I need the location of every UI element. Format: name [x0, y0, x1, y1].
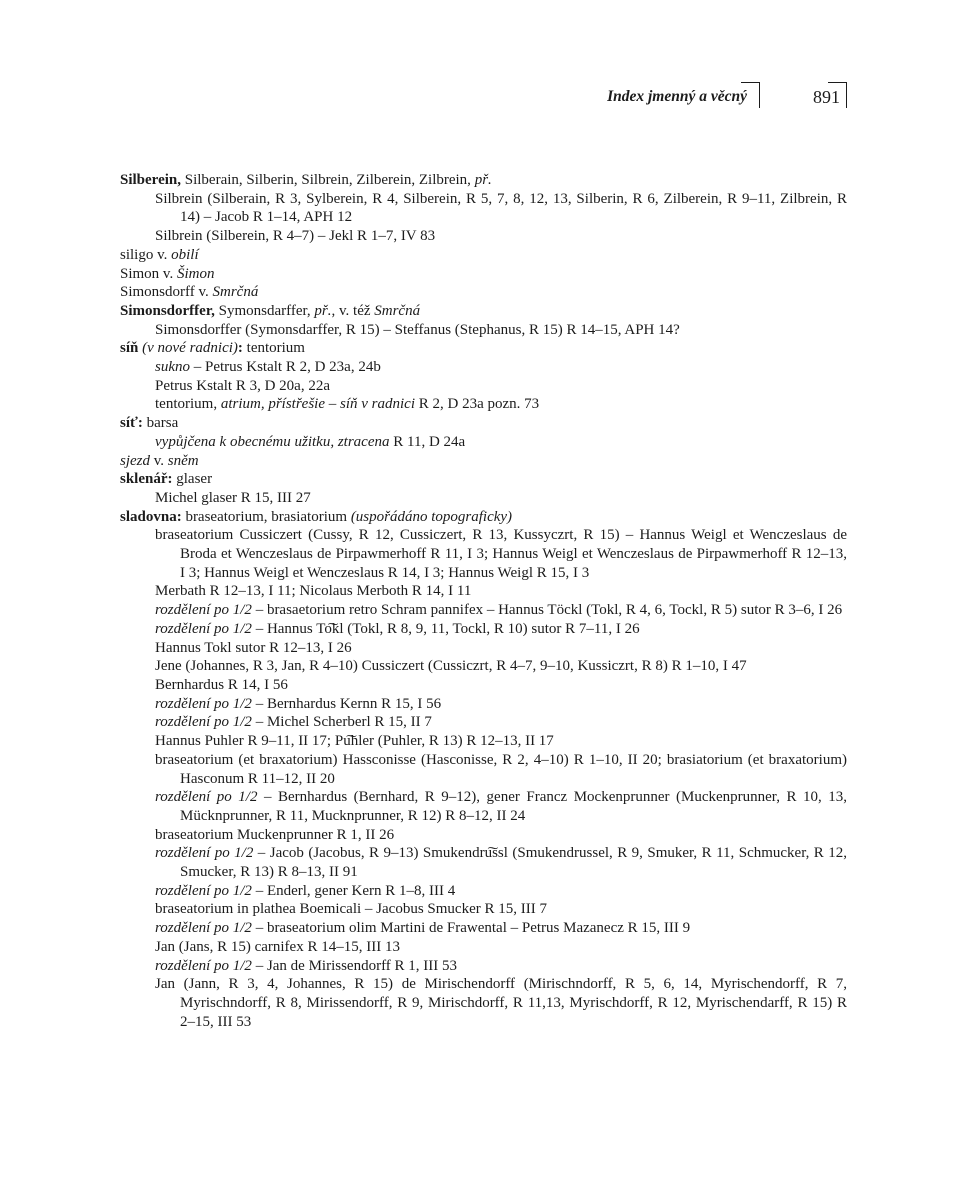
entry-text: Michel glaser R 15, III 27	[155, 489, 311, 506]
entry-text: R 2, D 23a pozn. 73	[415, 396, 540, 413]
entry-text: glaser	[172, 471, 213, 488]
headword: síť:	[120, 415, 143, 432]
italic-text: vypůjčena k obecnému užitku, ztracena	[155, 433, 390, 450]
entry-text: – Bernhardus Kernn R 15, I 56	[251, 695, 442, 712]
entry-text: Petrus Kstalt R 3, D 20a, 22a	[155, 377, 330, 394]
italic-text: Smrčná	[212, 284, 259, 301]
italic-text: př.	[474, 172, 492, 188]
italic-text: obilí	[171, 246, 199, 263]
entry-text: – Enderl, gener Kern R 1–8, III 4	[251, 882, 456, 899]
index-subentry	[120, 919, 847, 938]
index-subentry	[120, 900, 847, 919]
entry-text: Simonsdorffer (Symonsdarffer, R 15) – Steffanus (Stephanus, R 15) R 14–15, APH 14?	[155, 321, 680, 338]
entry-text: Bernhardus R 14, I 56	[155, 676, 288, 693]
entry-text: siligo v.	[120, 246, 172, 263]
italic-text: atrium, přístřešie – síň v radnici	[220, 396, 415, 413]
headword: sladovna:	[120, 508, 182, 525]
index-subentry	[120, 695, 847, 714]
index-subentry	[120, 526, 847, 582]
index-headword-entry	[120, 452, 847, 471]
headword: :	[237, 340, 243, 357]
italic-text: rozdělení po 1/2	[155, 789, 258, 806]
entry-text: Hannus Tokl sutor R 12–13, I 26	[155, 639, 352, 656]
index-headword-entry	[120, 508, 847, 527]
headword: Simonsdorffer,	[120, 302, 215, 319]
entry-text: R 11, D 24a	[389, 433, 466, 450]
entry-text: braseatorium Cussiczert (Cussy, R 12, Cussiczert, R 13, Kussyczrt, R 15) – Hannus Weigl et Wenczeslaus de Broda et Wenczeslaus de Pirpawmerhoff R 11, I 3; Hannus Weigl et Wenczeslaus de Pirpawmerhoff R 12–13, I 3; Hannus Weigl et Wenczeslaus R 14, I 3; Hannus Weigl R 15, I 3	[155, 527, 847, 581]
entry-text: tentorium	[242, 340, 305, 357]
index-subentry	[120, 975, 847, 1031]
entry-text: Jan (Jans, R 15) carnifex R 14–15, III 13	[155, 938, 400, 955]
index-subentry	[120, 882, 847, 901]
index-headword-entry	[120, 171, 847, 190]
header-corner-rule	[741, 82, 760, 108]
index-headword-entry	[120, 339, 847, 358]
index-subentry	[120, 639, 847, 658]
entry-text: braseatorium Muckenprunner R 1, II 26	[155, 826, 395, 843]
italic-text: př.	[314, 302, 332, 319]
italic-text: rozdělení po 1/2	[155, 882, 252, 899]
index-subentry	[120, 190, 847, 227]
index-headword-entry	[120, 414, 847, 433]
italic-text: rozdělení po 1/2	[155, 620, 252, 637]
index-subentry	[120, 788, 847, 825]
italic-text: sjezd	[120, 452, 150, 469]
entry-text: braseatorium (et braxatorium) Hassconisse (Hasconisse, R 2, 4–10) R 1–10, II 20; brasiatorium (et braxatorium) Hasconum R 11–12, II 20	[155, 751, 847, 787]
entry-text: Silbrein (Silberein, R 4–7) – Jekl R 1–7, IV 83	[155, 228, 436, 245]
italic-text: (v nové radnici)	[142, 340, 238, 357]
italic-text: Šimon	[176, 265, 215, 282]
index-subentry	[120, 620, 847, 639]
entry-text: – braseatorium olim Martini de Frawental – Petrus Mazanecz R 15, III 9	[251, 920, 691, 937]
entry-text: – Jan de Mirissendorff R 1, III 53	[251, 957, 458, 974]
index-subentry	[120, 657, 847, 676]
italic-text: rozdělení po 1/2	[155, 957, 252, 974]
index-subentry	[120, 395, 847, 414]
entry-text: Jene (Johannes, R 3, Jan, R 4–10) Cussiczert (Cussiczrt, R 4–7, 9–10, Kussiczrt, R 8) R 1–10, I 47	[155, 658, 747, 675]
italic-text: (uspořádáno topograficky)	[350, 508, 513, 525]
index-subentry	[120, 582, 847, 601]
page-number-corner-rule	[828, 82, 847, 108]
index-headword-entry	[120, 246, 847, 265]
italic-text: sněm	[167, 452, 199, 469]
index-subentry	[120, 601, 847, 620]
entry-text: – brasaetorium retro Schram pannifex – Hannus Töckl (Tokl, R 4, 6, Tockl, R 5) sutor R 3–6, I 26	[251, 602, 843, 619]
entry-text: Simon v.	[120, 265, 177, 282]
entry-text: Hannus Puhler R 9–11, II 17; Pu͠hler (Puhler, R 13) R 12–13, II 17	[155, 733, 554, 750]
index-subentry	[120, 433, 847, 452]
headword: síň	[120, 340, 139, 357]
index-subentry	[120, 227, 847, 246]
index-subentry	[120, 732, 847, 751]
index-subentry	[120, 957, 847, 976]
headword: Silberein,	[120, 172, 181, 188]
index-headword-entry	[120, 265, 847, 284]
entry-text: barsa	[142, 415, 179, 432]
index-subentry	[120, 751, 847, 788]
entry-text: Silberain, Silberin, Silbrein, Zilberein, Zilbrein,	[180, 172, 475, 188]
index-subentry	[120, 826, 847, 845]
italic-text: rozdělení po 1/2	[155, 602, 252, 619]
entry-text: Jan (Jann, R 3, 4, Johannes, R 15) de Mirischendorff (Mirischndorff, R 5, 6, 14, Myrischendorff, R 7, Myrischndorff, R 8, Mirissendorff, R 9, Mirischdorff, R 11,13, Myrischdorff, R 12, Myrischendarff, R 15) R 2–15, III 53	[155, 976, 847, 1030]
entry-text: braseatorium in plathea Boemicali – Jacobus Smucker R 15, III 7	[155, 901, 547, 918]
index-subentry	[120, 321, 847, 340]
italic-text: rozdělení po 1/2	[155, 920, 252, 937]
running-title: Index jmenný a věcný	[607, 88, 747, 105]
index-subentry	[120, 377, 847, 396]
entry-text: braseatorium, brasiatorium	[181, 508, 351, 525]
entry-text: – Petrus Kstalt R 2, D 23a, 24b	[190, 359, 381, 376]
entry-text: Symonsdarffer,	[214, 302, 315, 319]
index-subentry	[120, 489, 847, 508]
entry-text: v.	[150, 452, 168, 469]
entry-text: – Jacob (Jacobus, R 9–13) Smukendru͠ssl (Smukendrussel, R 9, Smuker, R 11, Schmucker, R 12, Smucker, R 13) R 8–13, II 91	[180, 845, 848, 881]
italic-text: rozdělení po 1/2	[155, 845, 254, 862]
entry-text: – Bernhardus (Bernhard, R 9–12), gener Francz Mockenprunner (Muckenprunner, R 10, 13, Mücknprunner, R 11, Mucknprunner, R 12) R 8–12, II 24	[180, 789, 848, 824]
entry-text: Silbrein (Silberain, R 3, Sylberein, R 4, Silberein, R 5, 7, 8, 12, 13, Silberin, R 6, Zilberein, R 9–11, Zilbrein, R 14) – Jacob R 1–14, APH 12	[155, 190, 847, 226]
entry-text: Simonsdorff v.	[120, 284, 213, 301]
page-number: 891	[813, 87, 840, 107]
index-headword-entry	[120, 302, 847, 321]
italic-text: sukno	[155, 359, 190, 376]
index-headword-entry	[120, 470, 847, 489]
index-subentry	[120, 713, 847, 732]
italic-text: Smrčná	[374, 302, 421, 319]
running-header	[0, 80, 960, 120]
index-entries	[120, 171, 847, 1031]
entry-text: , v. též	[331, 302, 375, 319]
index-headword-entry	[120, 283, 847, 302]
index-subentry	[120, 358, 847, 377]
entry-text: Merbath R 12–13, I 11; Nicolaus Merboth R 14, I 11	[155, 583, 472, 600]
index-subentry	[120, 938, 847, 957]
italic-text: rozdělení po 1/2	[155, 695, 252, 712]
italic-text: rozdělení po 1/2	[155, 714, 252, 731]
index-subentry	[120, 844, 847, 881]
headword: sklenář:	[120, 471, 173, 488]
entry-text: – Michel Scherberl R 15, II 7	[251, 714, 432, 731]
entry-text: – Hannus To͠kl (Tokl, R 8, 9, 11, Tockl, R 10) sutor R 7–11, I 26	[251, 620, 640, 637]
index-subentry	[120, 676, 847, 695]
entry-text: tentorium,	[155, 396, 221, 413]
